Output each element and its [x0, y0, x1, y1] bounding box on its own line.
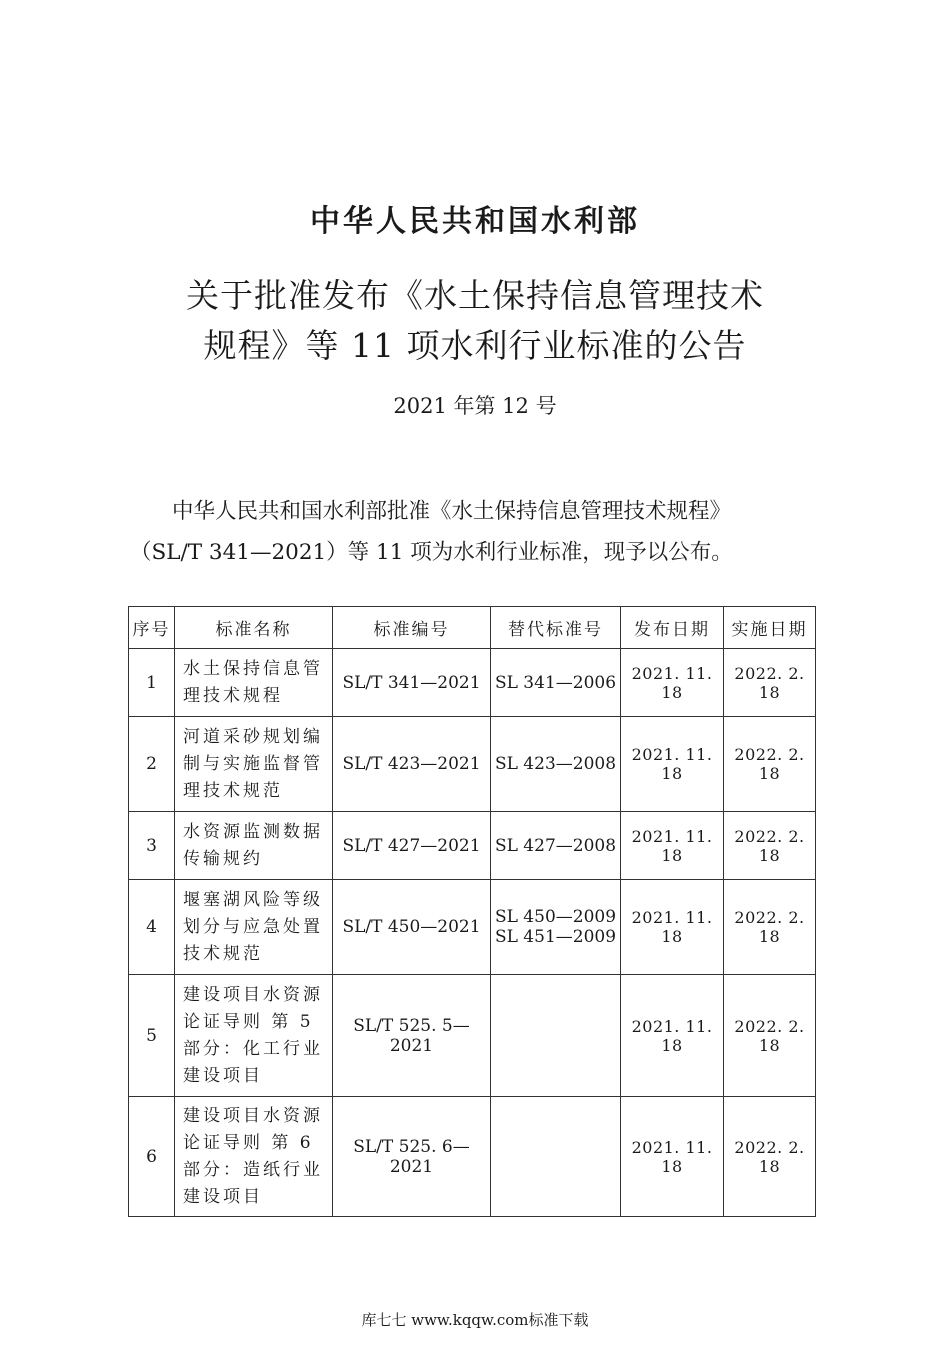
replaces-code: SL 451—2009 — [494, 927, 617, 947]
row-name: 建设项目水资源论证导则 第 5 部分：化工行业建设项目 — [175, 975, 333, 1097]
row-published: 2021. 11. 18 — [621, 812, 724, 880]
header-replaces: 替代标准号 — [491, 607, 621, 649]
row-name: 建设项目水资源论证导则 第 6 部分：造纸行业建设项目 — [175, 1097, 333, 1217]
intro-paragraph-line-1: 中华人民共和国水利部批准《水土保持信息管理技术规程》 — [172, 499, 732, 524]
row-code: SL/T 427—2021 — [333, 812, 491, 880]
row-effective: 2022. 2. 18 — [724, 1097, 816, 1217]
row-code: SL/T 423—2021 — [333, 717, 491, 812]
row-effective: 2022. 2. 18 — [724, 649, 816, 717]
announcement-number: 2021 年第 12 号 — [393, 394, 557, 418]
header-name: 标准名称 — [175, 607, 333, 649]
table-row — [129, 880, 816, 975]
row-published: 2021. 11. 18 — [621, 880, 724, 975]
row-no: 6 — [129, 1097, 175, 1217]
row-effective: 2022. 2. 18 — [724, 812, 816, 880]
download-footer: 库七七 www.kqqw.com标准下载 — [361, 1311, 589, 1329]
table-row — [129, 1097, 816, 1217]
row-code: SL/T 341—2021 — [333, 649, 491, 717]
row-replaces — [491, 717, 621, 812]
row-name: 水土保持信息管理技术规程 — [175, 649, 333, 717]
table-row — [129, 717, 816, 812]
row-replaces — [491, 812, 621, 880]
row-effective: 2022. 2. 18 — [724, 717, 816, 812]
replaces-code: SL 427—2008 — [494, 835, 617, 856]
replaces-code: SL 341—2006 — [494, 672, 617, 693]
row-no: 5 — [129, 975, 175, 1097]
row-published: 2021. 11. 18 — [621, 717, 724, 812]
replaces-code: SL 423—2008 — [494, 754, 617, 774]
row-effective: 2022. 2. 18 — [724, 975, 816, 1097]
table-row — [129, 812, 816, 880]
row-no: 4 — [129, 880, 175, 975]
header-code: 标准编号 — [333, 607, 491, 649]
row-replaces — [491, 1097, 621, 1217]
table-row — [129, 649, 816, 717]
standards-table — [128, 606, 816, 1217]
row-published: 2021. 11. 18 — [621, 649, 724, 717]
row-code: SL/T 525. 6—2021 — [333, 1097, 491, 1217]
row-replaces — [491, 975, 621, 1097]
row-published: 2021. 11. 18 — [621, 1097, 724, 1217]
row-no: 3 — [129, 812, 175, 880]
intro-paragraph-line-2: （SL/T 341—2021）等 11 项为水利行业标准，现予以公布。 — [130, 540, 733, 565]
row-name: 河道采砂规划编制与实施监督管理技术规范 — [175, 717, 333, 812]
row-code: SL/T 525. 5—2021 — [333, 975, 491, 1097]
header-effective: 实施日期 — [724, 607, 816, 649]
table-header-row — [129, 607, 816, 649]
replaces-code: SL 450—2009 — [494, 907, 617, 927]
header-published: 发布日期 — [621, 607, 724, 649]
issuing-authority: 中华人民共和国水利部 — [310, 204, 640, 239]
row-replaces — [491, 649, 621, 717]
table-row — [129, 975, 816, 1097]
row-no: 2 — [129, 717, 175, 812]
row-no: 1 — [129, 649, 175, 717]
row-name: 水资源监测数据传输规约 — [175, 812, 333, 880]
header-no: 序号 — [129, 607, 175, 649]
row-code: SL/T 450—2021 — [333, 880, 491, 975]
announcement-title-line-2: 规程》等 11 项水利行业标准的公告 — [203, 326, 747, 365]
row-effective: 2022. 2. 18 — [724, 880, 816, 975]
row-name: 堰塞湖风险等级划分与应急处置技术规范 — [175, 880, 333, 975]
announcement-title-line-1: 关于批准发布《水土保持信息管理技术 — [186, 276, 764, 315]
row-published: 2021. 11. 18 — [621, 975, 724, 1097]
row-replaces — [491, 880, 621, 975]
